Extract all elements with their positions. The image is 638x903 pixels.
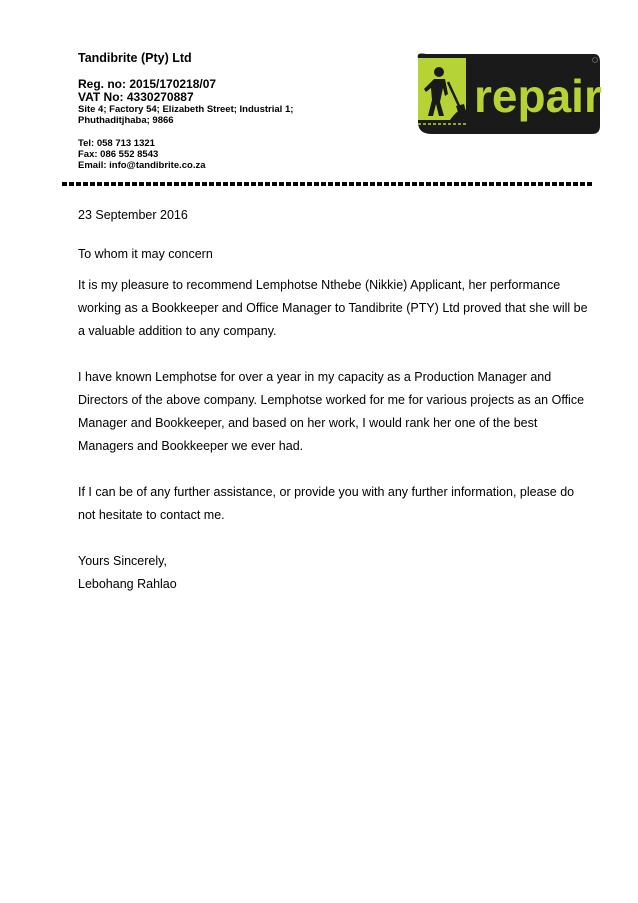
- email: Email: info@tandibrite.co.za: [78, 160, 206, 171]
- letterhead: [78, 50, 378, 171]
- header-divider: [62, 182, 594, 186]
- worker-digging-icon: [418, 58, 466, 124]
- telephone: Tel: 058 713 1321: [78, 138, 155, 149]
- logo-text: repair: [474, 70, 602, 122]
- paragraph-3: If I can be of any further assistance, or provide you with any further information, please do not hesitate to contact me.: [78, 485, 575, 522]
- letter-date: 23 September 2016: [78, 208, 188, 222]
- vat-number: VAT No: 4330270887: [78, 90, 194, 104]
- letter-closing: Yours Sincerely,: [78, 554, 167, 568]
- company-name: Tandibrite (Pty) Ltd: [78, 51, 192, 65]
- address-line-1: Site 4; Factory 54; Elizabeth Street; Industrial 1;: [78, 104, 294, 115]
- repair-logo: [412, 52, 602, 136]
- contact-details: [78, 138, 378, 171]
- letter-body: [78, 204, 588, 596]
- paragraph-1: It is my pleasure to recommend Lemphotse Nthebe (Nikkie) Applicant, her performance working as a Bookkeeper and Office Manager to Tandibrite (PTY) Ltd proved that she will be a valuable addition to any company.: [78, 278, 588, 338]
- address-line-2: Phuthaditjhaba; 9866: [78, 115, 174, 126]
- signatory-name: Lebohang Rahlao: [78, 577, 177, 591]
- fax: Fax: 086 552 8543: [78, 149, 159, 160]
- registration-number: Reg. no: 2015/170218/07: [78, 77, 217, 91]
- paragraph-2: I have known Lemphotse for over a year in my capacity as a Production Manager and Directors of the above company. Lemphotse worked for me for various projects as an Office Manager and Bookkeeper, and based on her work, I would rank her one of the best Managers and Bookkeeper we ever had.: [78, 370, 585, 453]
- letter-greeting: To whom it may concern: [78, 247, 213, 261]
